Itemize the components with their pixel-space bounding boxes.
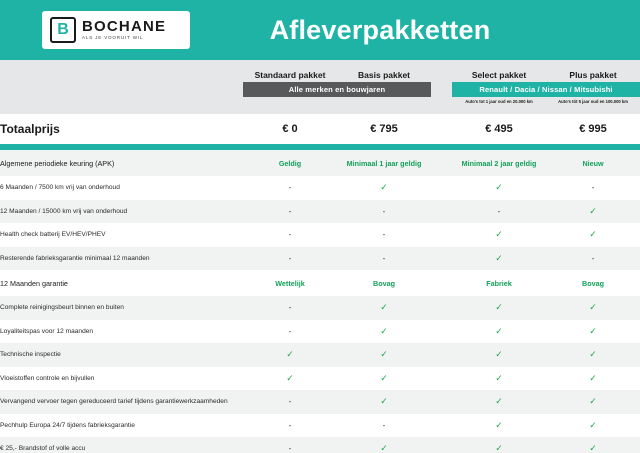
check-icon: ✓ bbox=[495, 325, 503, 336]
dash-icon: - bbox=[382, 230, 386, 240]
page-header bbox=[0, 0, 640, 60]
price-basis-pakket: € 795 bbox=[337, 114, 431, 144]
logo-tagline: ALS JE VOORUIT WIL bbox=[82, 34, 144, 40]
comparison-table bbox=[0, 60, 640, 453]
fineprint-row bbox=[452, 97, 640, 104]
feature-value-basis-pakket bbox=[337, 414, 431, 438]
feature-value-basis-pakket bbox=[337, 343, 431, 367]
check-icon: ✓ bbox=[495, 302, 503, 313]
feature-value-standaard-pakket bbox=[243, 367, 337, 391]
totaalprijs-row bbox=[0, 114, 640, 144]
feature-text-value: Bovag bbox=[373, 278, 395, 288]
table-row bbox=[0, 367, 640, 391]
feature-value-select-pakket bbox=[452, 437, 546, 453]
feature-value-plus-pakket bbox=[546, 270, 640, 296]
feature-value-standaard-pakket bbox=[243, 296, 337, 320]
dash-icon: - bbox=[288, 444, 292, 453]
package-banner-select-plus: Renault / Dacia / Nissan / Mitsubishi bbox=[452, 82, 640, 97]
table-row bbox=[0, 200, 640, 224]
check-icon: ✓ bbox=[380, 396, 388, 407]
feature-label: Algemene periodieke keuring (APK) bbox=[0, 150, 243, 176]
feature-value-plus-pakket bbox=[546, 414, 640, 438]
check-icon: ✓ bbox=[589, 302, 597, 313]
feature-text-value: Minimaal 1 jaar geldig bbox=[346, 158, 422, 168]
price-select-pakket: € 495 bbox=[452, 114, 546, 144]
feature-text-value: Bovag bbox=[582, 278, 604, 288]
check-icon: ✓ bbox=[495, 252, 503, 263]
package-name-standaard: Standaard pakket bbox=[254, 70, 326, 80]
row-gap-cell bbox=[431, 270, 452, 296]
feature-value-plus-pakket bbox=[546, 150, 640, 176]
feature-value-standaard-pakket bbox=[243, 414, 337, 438]
feature-value-standaard-pakket bbox=[243, 320, 337, 344]
package-name-select: Select pakket bbox=[471, 70, 527, 80]
feature-label: 6 Maanden / 7500 km vrij van onderhoud bbox=[0, 176, 243, 200]
header-names-row-2 bbox=[452, 70, 640, 82]
feature-value-basis-pakket bbox=[337, 200, 431, 224]
feature-value-select-pakket bbox=[452, 176, 546, 200]
feature-label: Complete reinigingsbeurt binnen en buiten bbox=[0, 296, 243, 320]
check-icon: ✓ bbox=[495, 182, 503, 193]
feature-label: Loyaliteitspas voor 12 maanden bbox=[0, 320, 243, 344]
check-icon: ✓ bbox=[589, 419, 597, 430]
dash-icon: - bbox=[288, 206, 292, 216]
dash-icon: - bbox=[288, 183, 292, 193]
check-icon: ✓ bbox=[495, 419, 503, 430]
feature-value-select-pakket bbox=[452, 270, 546, 296]
feature-text-value: Nieuw bbox=[582, 158, 604, 168]
check-icon: ✓ bbox=[589, 325, 597, 336]
dash-icon: - bbox=[382, 253, 386, 263]
check-icon: ✓ bbox=[380, 182, 388, 193]
table-row bbox=[0, 270, 640, 296]
table-row bbox=[0, 150, 640, 176]
page-title: Afleverpakketten bbox=[269, 14, 491, 45]
feature-value-basis-pakket bbox=[337, 390, 431, 414]
price-plus-pakket: € 995 bbox=[546, 114, 640, 144]
feature-value-plus-pakket bbox=[546, 343, 640, 367]
row-gap-cell bbox=[431, 320, 452, 344]
feature-value-standaard-pakket bbox=[243, 247, 337, 271]
feature-text-value: Minimaal 2 jaar geldig bbox=[461, 158, 537, 168]
package-name-basis: Basis pakket bbox=[358, 70, 411, 80]
feature-text-value: Geldig bbox=[278, 158, 302, 168]
dash-icon: - bbox=[288, 230, 292, 240]
table-row bbox=[0, 390, 640, 414]
feature-value-basis-pakket bbox=[337, 176, 431, 200]
feature-value-select-pakket bbox=[452, 200, 546, 224]
feature-value-plus-pakket bbox=[546, 320, 640, 344]
check-icon: ✓ bbox=[589, 349, 597, 360]
feature-value-plus-pakket bbox=[546, 296, 640, 320]
check-icon: ✓ bbox=[495, 443, 503, 453]
feature-value-select-pakket bbox=[452, 414, 546, 438]
packages-header-row bbox=[0, 60, 640, 114]
price-gap-cell bbox=[431, 114, 452, 144]
feature-value-select-pakket bbox=[452, 223, 546, 247]
fineprint-select: Auto's tot 1 jaar oud en 20.000 km bbox=[465, 99, 533, 104]
bochane-logo bbox=[42, 11, 190, 49]
feature-value-select-pakket bbox=[452, 390, 546, 414]
row-gap-cell bbox=[431, 437, 452, 453]
feature-label: Technische inspectie bbox=[0, 343, 243, 367]
check-icon: ✓ bbox=[286, 372, 294, 383]
feature-text-value: Fabriek bbox=[486, 278, 512, 288]
feature-value-standaard-pakket bbox=[243, 150, 337, 176]
table-row bbox=[0, 247, 640, 271]
feature-value-select-pakket bbox=[452, 343, 546, 367]
feature-value-plus-pakket bbox=[546, 247, 640, 271]
feature-value-plus-pakket bbox=[546, 200, 640, 224]
feature-label: € 25,- Brandstof of volle accu bbox=[0, 437, 243, 453]
feature-value-basis-pakket bbox=[337, 150, 431, 176]
table-row bbox=[0, 343, 640, 367]
check-icon: ✓ bbox=[589, 396, 597, 407]
check-icon: ✓ bbox=[286, 349, 294, 360]
feature-value-plus-pakket bbox=[546, 176, 640, 200]
table-row bbox=[0, 176, 640, 200]
row-gap-cell bbox=[431, 296, 452, 320]
check-icon: ✓ bbox=[380, 302, 388, 313]
feature-value-basis-pakket bbox=[337, 247, 431, 271]
table-row bbox=[0, 320, 640, 344]
feature-value-basis-pakket bbox=[337, 223, 431, 247]
check-icon: ✓ bbox=[495, 349, 503, 360]
header-names-row-1 bbox=[243, 70, 431, 82]
dash-icon: - bbox=[288, 420, 292, 430]
feature-label: Health check batterij EV/HEV/PHEV bbox=[0, 223, 243, 247]
dash-icon: - bbox=[288, 303, 292, 313]
feature-label: Vervangend vervoer tegen gereduceerd tarief tijdens garantiewerkzaamheden bbox=[0, 390, 243, 414]
feature-value-standaard-pakket bbox=[243, 270, 337, 296]
check-icon: ✓ bbox=[380, 372, 388, 383]
dash-icon: - bbox=[288, 326, 292, 336]
check-icon: ✓ bbox=[589, 443, 597, 453]
row-gap-cell bbox=[431, 343, 452, 367]
row-gap-cell bbox=[431, 200, 452, 224]
feature-value-plus-pakket bbox=[546, 367, 640, 391]
check-icon: ✓ bbox=[495, 396, 503, 407]
table-row bbox=[0, 414, 640, 438]
feature-value-basis-pakket bbox=[337, 437, 431, 453]
check-icon: ✓ bbox=[589, 205, 597, 216]
dash-icon: - bbox=[591, 183, 595, 193]
feature-value-select-pakket bbox=[452, 367, 546, 391]
table-row bbox=[0, 223, 640, 247]
check-icon: ✓ bbox=[589, 229, 597, 240]
logo-mark-icon bbox=[50, 17, 76, 43]
feature-label: 12 Maanden / 15000 km vrij van onderhoud bbox=[0, 200, 243, 224]
price-standaard-pakket: € 0 bbox=[243, 114, 337, 144]
header-gap-cell bbox=[431, 60, 452, 114]
standaard-basis-header-group bbox=[243, 60, 431, 114]
feature-value-select-pakket bbox=[452, 247, 546, 271]
feature-label: Vloeistoffen controle en bijvullen bbox=[0, 367, 243, 391]
check-icon: ✓ bbox=[380, 349, 388, 360]
check-icon: ✓ bbox=[495, 372, 503, 383]
feature-label: Pechhulp Europa 24/7 tijdens fabrieksgarantie bbox=[0, 414, 243, 438]
check-icon: ✓ bbox=[495, 229, 503, 240]
dash-icon: - bbox=[288, 253, 292, 263]
row-gap-cell bbox=[431, 223, 452, 247]
feature-value-basis-pakket bbox=[337, 367, 431, 391]
package-name-plus: Plus pakket bbox=[569, 70, 617, 80]
dash-icon: - bbox=[382, 206, 386, 216]
feature-value-select-pakket bbox=[452, 320, 546, 344]
header-empty-label-cell bbox=[0, 60, 243, 114]
feature-value-standaard-pakket bbox=[243, 437, 337, 453]
feature-value-basis-pakket bbox=[337, 270, 431, 296]
feature-value-plus-pakket bbox=[546, 437, 640, 453]
feature-value-plus-pakket bbox=[546, 223, 640, 247]
fineprint-plus: Auto's tót 5 jaar oud en 100.000 km bbox=[558, 99, 628, 104]
feature-text-value: Wettelijk bbox=[275, 278, 305, 288]
feature-value-select-pakket bbox=[452, 150, 546, 176]
table-row bbox=[0, 296, 640, 320]
table-row bbox=[0, 437, 640, 453]
logo-name: BOCHANE bbox=[82, 18, 167, 36]
feature-label: Resterende fabrieksgarantie minimaal 12 maanden bbox=[0, 247, 243, 271]
feature-value-standaard-pakket bbox=[243, 390, 337, 414]
row-gap-cell bbox=[431, 176, 452, 200]
feature-value-plus-pakket bbox=[546, 390, 640, 414]
feature-label: 12 Maanden garantie bbox=[0, 270, 243, 296]
feature-value-basis-pakket bbox=[337, 296, 431, 320]
check-icon: ✓ bbox=[589, 372, 597, 383]
feature-value-standaard-pakket bbox=[243, 176, 337, 200]
package-banner-standaard-basis: Alle merken en bouwjaren bbox=[243, 82, 431, 97]
row-gap-cell bbox=[431, 414, 452, 438]
totaalprijs-label: Totaalprijs bbox=[0, 114, 243, 144]
dash-icon: - bbox=[591, 253, 595, 263]
logo-mark-letter: B bbox=[57, 21, 69, 38]
select-plus-header-group bbox=[452, 60, 640, 114]
row-gap-cell bbox=[431, 247, 452, 271]
packages-grid bbox=[0, 60, 640, 453]
dash-icon: - bbox=[382, 420, 386, 430]
check-icon: ✓ bbox=[380, 325, 388, 336]
feature-value-standaard-pakket bbox=[243, 343, 337, 367]
check-icon: ✓ bbox=[380, 443, 388, 453]
dash-icon: - bbox=[288, 397, 292, 407]
row-gap-cell bbox=[431, 150, 452, 176]
dash-icon: - bbox=[497, 206, 501, 216]
feature-value-select-pakket bbox=[452, 296, 546, 320]
row-gap-cell bbox=[431, 367, 452, 391]
feature-value-basis-pakket bbox=[337, 320, 431, 344]
feature-value-standaard-pakket bbox=[243, 200, 337, 224]
row-gap-cell bbox=[431, 390, 452, 414]
feature-value-standaard-pakket bbox=[243, 223, 337, 247]
